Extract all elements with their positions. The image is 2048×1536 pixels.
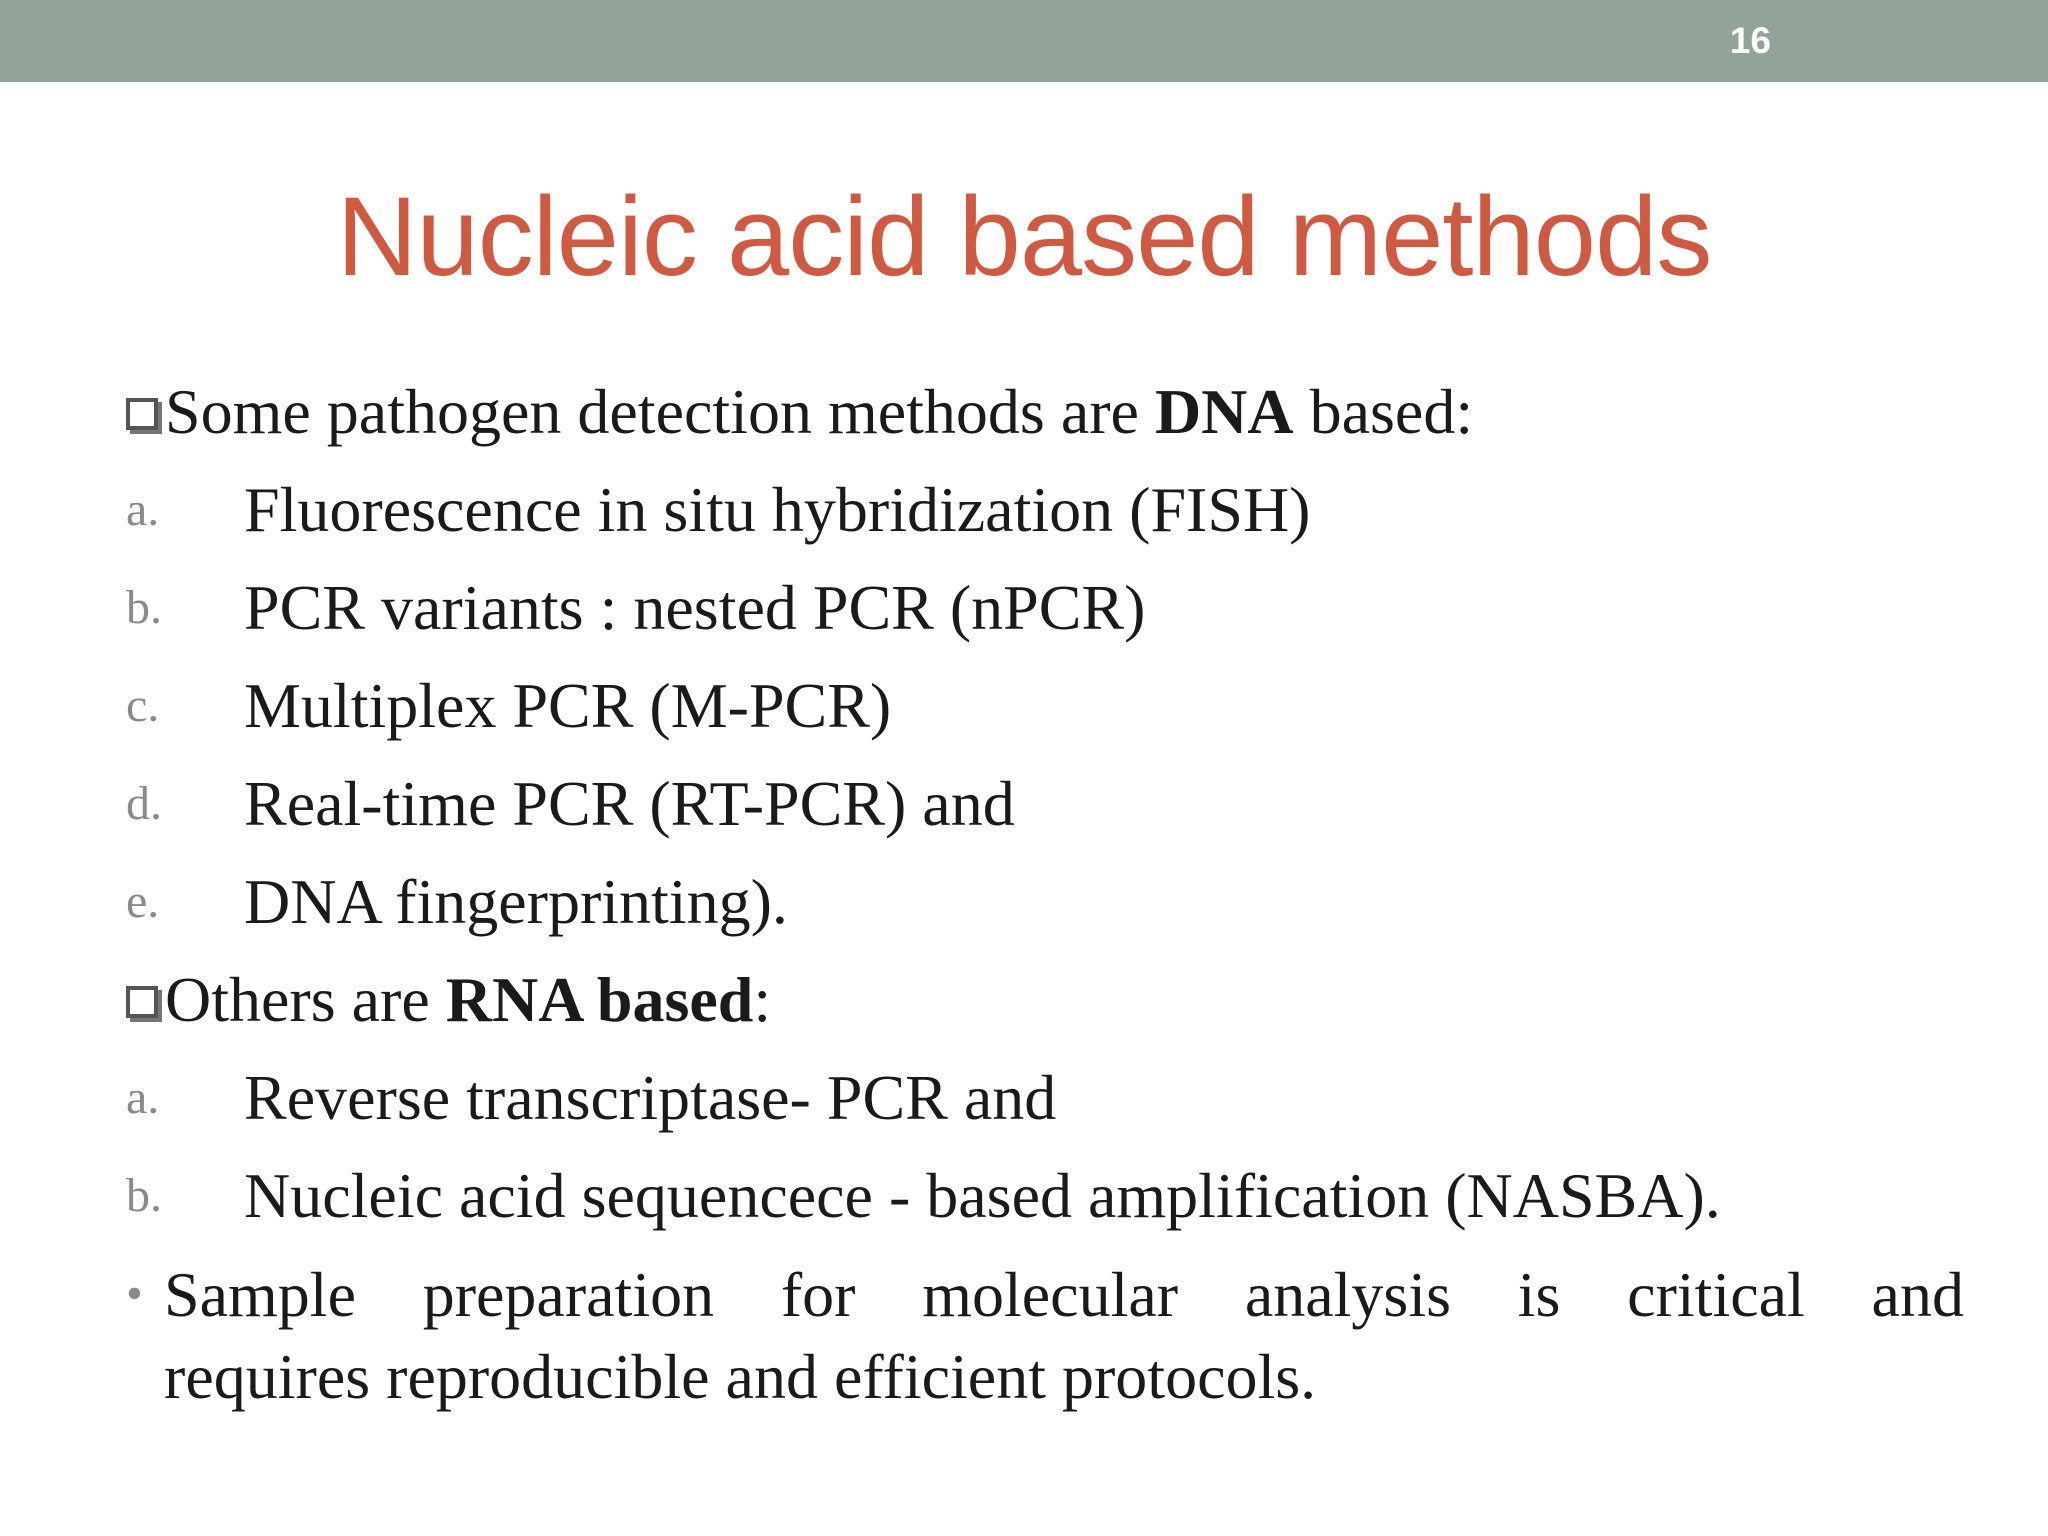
note-word: preparation [422,1259,715,1330]
header-bar [0,0,2048,82]
note-word: critical [1627,1259,1805,1330]
list-marker: e. [126,875,160,928]
list-marker: b. [126,1169,162,1222]
list-item-text: Fluorescence in situ hybridization (FISH) [244,474,1311,545]
list-item [126,568,1926,648]
checkbox-bullet-icon [126,986,158,1018]
list-item-text: PCR variants : nested PCR (nPCR) [244,572,1146,643]
note-line-2: requires reproducible and efficient protocols. [164,1341,1317,1412]
bullet-dot-icon: • [126,1267,143,1320]
slide-number: 16 [1729,20,1771,61]
list-item [126,1058,1926,1138]
list-item-text: DNA fingerprinting). [244,866,788,937]
dna-intro [126,372,1473,452]
note-line-1 [164,1254,1964,1336]
rna-intro-prefix: Others are [165,964,446,1035]
slide-title: Nucleic acid based methods [336,174,1712,299]
rna-intro-suffix: : [753,964,772,1035]
checkbox-bullet-icon [126,398,158,430]
note-word: analysis [1244,1259,1451,1330]
rna-intro [126,960,771,1040]
dna-intro-prefix: Some pathogen detection methods are [165,376,1155,447]
list-item [126,470,1926,550]
note-word: and [1871,1259,1964,1330]
list-item-text: Multiplex PCR (M-PCR) [244,670,892,741]
list-item-text: Real-time PCR (RT-PCR) and [244,768,1015,839]
list-item [126,1156,1926,1236]
list-marker: c. [126,679,160,732]
list-marker: b. [126,581,162,634]
list-marker: d. [126,777,162,830]
dna-intro-suffix: based: [1293,376,1474,447]
list-item-text: Nucleic acid sequencece - based amplification (NASBA). [244,1160,1721,1231]
note-word: is [1517,1259,1561,1330]
list-item-text: Reverse transcriptase- PCR and [244,1062,1057,1133]
note-paragraph [164,1254,1964,1418]
rna-intro-bold: RNA based [445,964,754,1035]
dna-intro-bold: DNA [1154,376,1294,447]
list-item [126,666,1926,746]
note-word: molecular [922,1259,1179,1330]
list-item [126,862,1926,942]
note-word: for [780,1259,856,1330]
list-marker: a. [126,483,160,536]
list-item [126,764,1926,844]
list-marker: a. [126,1071,160,1124]
note-word: Sample [164,1259,356,1330]
